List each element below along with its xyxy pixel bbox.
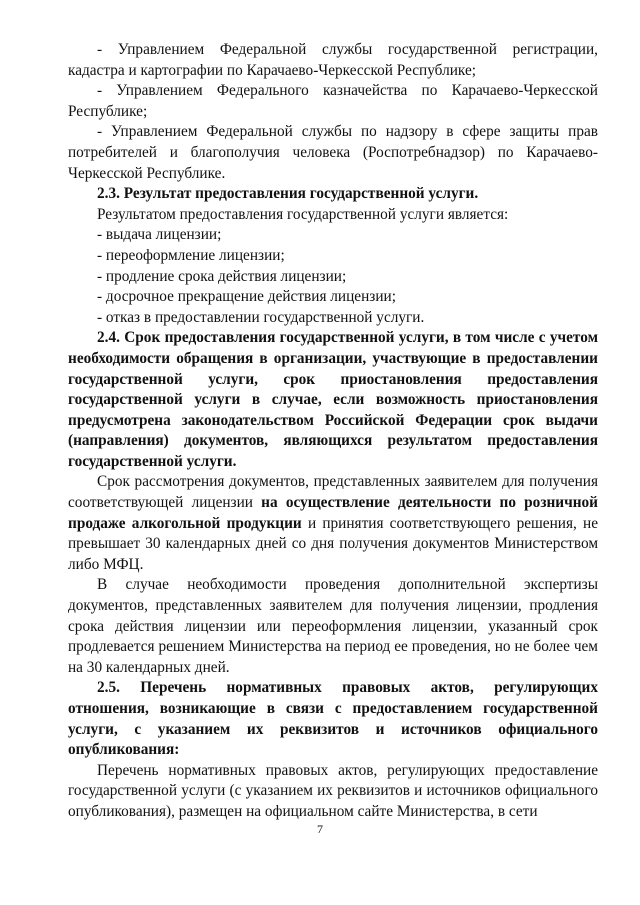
section-2-4-p1-bold: на осуществление деятельности по розничной продаже алкогольной продукции bbox=[68, 494, 598, 532]
result-item: - переоформление лицензии; bbox=[97, 246, 285, 264]
result-list bbox=[68, 225, 598, 328]
section-2-5-paragraph-1: Перечень нормативных правовых актов, регулирующих предоставление государственной услуги (с указанием их реквизитов и источников официального опубликования), размещен на официальном сайте Министерства, в сети bbox=[68, 761, 598, 820]
section-2-4-paragraph-2: В случае необходимости проведения дополнительной экспертизы документов, представленных заявителем для получения лицензии, продления срока действия лицензии или переоформления лицензии, указанный срок продлевается решением Министерства на период ее проведения, но не более чем на 30 календарных дней. bbox=[68, 576, 598, 676]
section-2-5-heading: 2.5. Перечень нормативных правовых актов, регулирующих отношения, возникающие в связи с предоставлением государственной услуги, с указанием их реквизитов и источников официального опубликования: bbox=[68, 679, 598, 759]
list-item-treasury: - Управлением Федерального казначейства по Карачаево-Черкесской Республике; bbox=[68, 82, 598, 120]
result-item: - отказ в предоставлении государственной услуги. bbox=[97, 308, 425, 326]
document-page bbox=[68, 40, 598, 823]
result-item: - продление срока действия лицензии; bbox=[97, 267, 347, 285]
list-item-rospotrebnadzor: - Управлением Федеральной службы по надзору в сфере защиты прав потребителей и благополучия человека (Роспотребнадзор) по Карачаево-Черкесской Республике. bbox=[68, 123, 598, 182]
section-2-3-intro: Результатом предоставления государственной услуги является: bbox=[97, 205, 509, 223]
result-item: - досрочное прекращение действия лицензии; bbox=[97, 288, 396, 306]
list-item-rosreestr: - Управлением Федеральной службы государственной регистрации, кадастра и картографии по Карачаево-Черкесской Республике; bbox=[68, 41, 598, 79]
section-2-3-heading: 2.3. Результат предоставления государственной услуги. bbox=[97, 185, 479, 203]
page-number: 7 bbox=[317, 822, 323, 836]
section-2-4-p1-end: и принятия соответствующего решения, не превышает 30 календарных дней со дня получения документов Министерством либо МФЦ. bbox=[68, 514, 598, 573]
section-2-4-paragraph-1 bbox=[68, 472, 598, 575]
section-2-4-p1-start: Срок рассмотрения документов, представленных заявителем для получения соответствующей лицензии bbox=[68, 473, 598, 512]
section-2-4-heading: 2.4. Срок предоставления государственной услуги, в том числе с учетом необходимости обращения в организации, участвующие в предоставлении государственной услуги, срок приостановления предоставления государственной услуги в случае, если возможность приостановления предусмотрена законодательством Российской Федерации срок выдачи (направления) документов, являющихся результатом предоставления государственной услуги. bbox=[68, 329, 598, 470]
result-item: - выдача лицензии; bbox=[97, 226, 222, 244]
